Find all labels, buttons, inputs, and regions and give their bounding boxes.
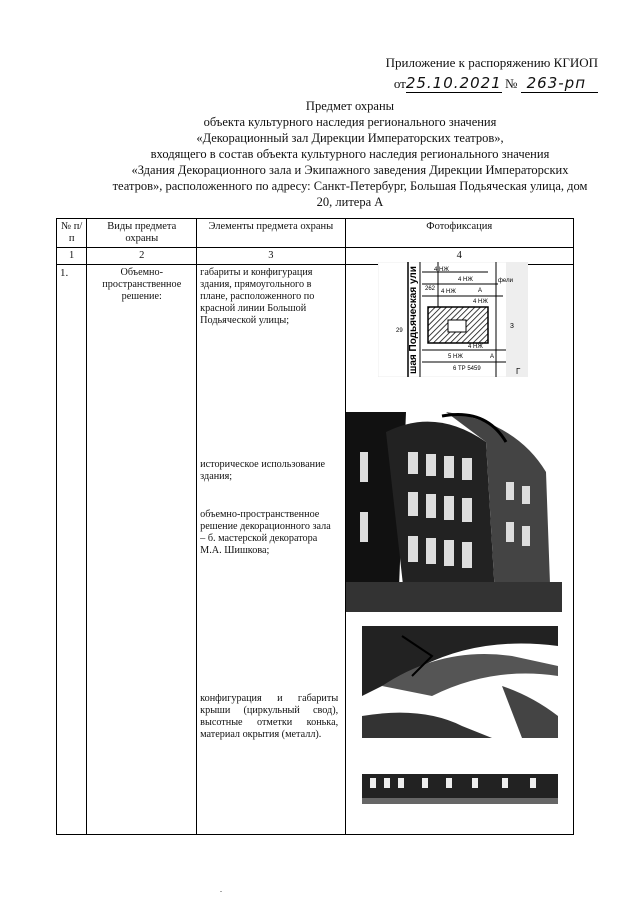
title-line: театров», расположенного по адресу: Санкт-Петербург, Большая Подьяческая улица, дом	[112, 179, 588, 193]
order-number-line	[394, 74, 598, 92]
map-label: А	[478, 288, 483, 294]
title-line: объекта культурного наследия регионального значения	[203, 115, 497, 129]
map-label: 5 НЖ	[448, 354, 463, 360]
header-elements: Элементы предмета охраны	[197, 219, 345, 248]
element-item: конфигурация и габариты крыши (циркульный свод), высотные отметки конька, материал окрытия (металл).	[200, 693, 339, 740]
map-label: 4 НЖ	[434, 267, 449, 273]
map-label: 4 НЖ	[473, 299, 488, 305]
map-label: 6 ТР 5459	[453, 366, 481, 372]
map-label: А	[490, 354, 495, 360]
element-item: объемно-пространственное решение декорационного зала – б. мастерской декоратора М.А. Шишкова;	[200, 509, 331, 556]
map-label: Г	[516, 367, 521, 376]
header-kind: Виды предмета охраны	[87, 219, 197, 248]
title-line: 20, литера А	[316, 195, 384, 209]
roof-photo	[362, 626, 558, 738]
map-label: 4 НЖ	[468, 344, 483, 350]
title-line: «Здания Декорационного зала и Экипажного заведения Дирекции Императорских	[131, 163, 569, 177]
cadastral-map-image	[378, 262, 528, 377]
map-label: фели	[498, 278, 513, 284]
building-facade-photo	[346, 412, 562, 612]
table-header-row	[57, 219, 574, 248]
map-label: 3	[510, 323, 514, 330]
col-number: 2	[87, 248, 197, 265]
order-number: 263-рп	[521, 74, 598, 93]
header-num: № п/п	[57, 219, 87, 248]
roof-edge-photo	[362, 762, 558, 812]
order-date: 25.10.2021	[405, 74, 502, 92]
col-number: 4	[345, 248, 574, 265]
number-prefix: №	[504, 76, 518, 91]
title-line: входящего в состав объекта культурного наследия регионального значения	[150, 147, 550, 161]
footer-mark: .	[220, 885, 222, 894]
row-elements	[197, 265, 345, 835]
map-label: 4 НЖ	[458, 277, 473, 283]
map-street-label: шая Подьяческая ули	[408, 266, 419, 374]
col-number: 3	[197, 248, 345, 265]
appendix-title: Приложение к распоряжению КГИОП	[385, 55, 598, 70]
from-prefix: от	[393, 76, 406, 91]
map-label: 262	[425, 286, 436, 292]
row-kind: Объемно-пространственное решение:	[87, 265, 197, 835]
element-item: габариты и конфигурация здания, прямоугольного в плане, расположенного по красной линии Большой Подьяческой улицы;	[200, 267, 315, 326]
title-line: «Декорационный зал Дирекции Императорских театров»,	[196, 131, 504, 145]
document-title	[60, 98, 640, 210]
header-photo: Фотофиксация	[345, 219, 574, 248]
map-label: 29	[396, 328, 403, 334]
col-number: 1	[57, 248, 87, 265]
map-label: 4 НЖ	[441, 289, 456, 295]
element-item: историческое использование здания;	[200, 459, 326, 482]
title-line: Предмет охраны	[305, 99, 395, 113]
row-number: 1.	[57, 265, 87, 835]
